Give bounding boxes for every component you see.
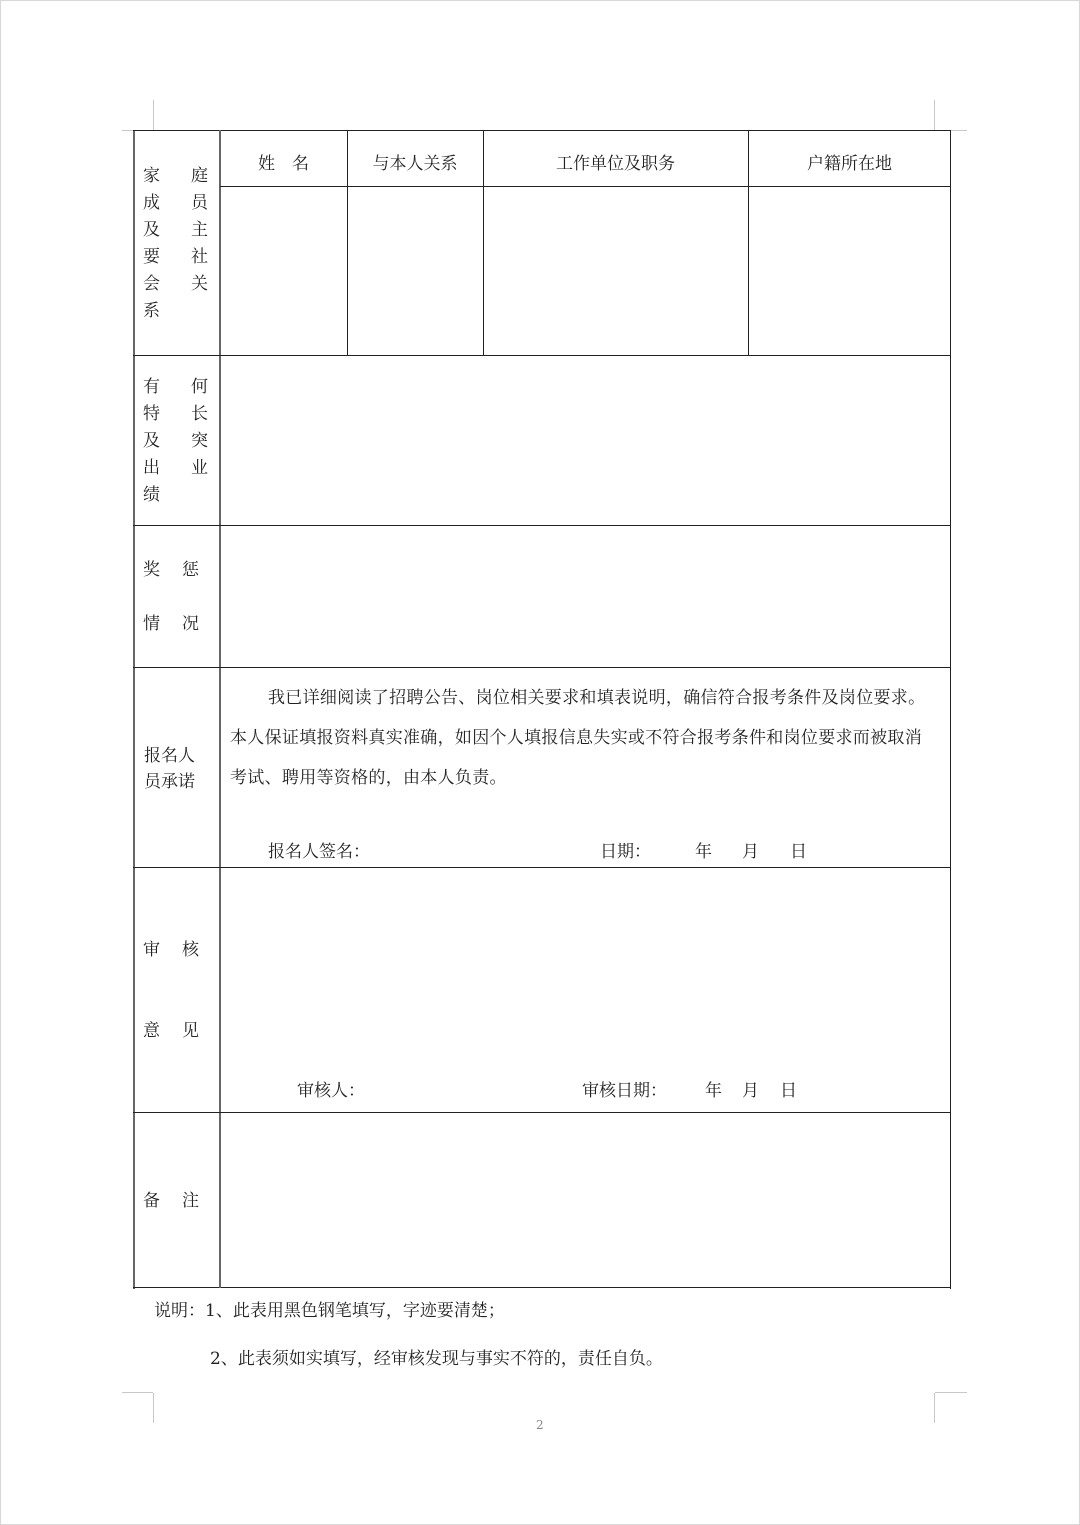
- crop-mark: [934, 100, 935, 130]
- pledge-text: 我已详细阅读了招聘公告、岗位相关要求和填表说明，确信符合报考条件及岗位要求。本人保证填报资料真实准确，如因个人填报信息失实或不符合报考条件和岗位要求而被取消考试、聘用等资格的，由本人负责。: [230, 688, 926, 788]
- crop-mark: [122, 1392, 153, 1393]
- row-divider: [220, 186, 951, 187]
- review-date-label: 审核日期：: [582, 1081, 667, 1101]
- review-month: 月: [742, 1081, 759, 1101]
- family-label: 家庭成员及主要社会关系: [143, 166, 239, 321]
- pledge-year: 年: [695, 842, 712, 862]
- crop-mark: [153, 1393, 154, 1423]
- signature-label: 报名人签名：: [268, 842, 370, 862]
- row-divider: [133, 525, 951, 526]
- pledge-label-line2: 员承诺: [144, 772, 195, 792]
- row-divider: [133, 667, 951, 668]
- crop-mark: [934, 1393, 935, 1423]
- table-border: [133, 1287, 951, 1288]
- remarks-label: 备注: [143, 1191, 221, 1211]
- row-divider: [133, 355, 951, 356]
- row-divider: [133, 867, 951, 868]
- header-relationship: 与本人关系: [372, 154, 458, 174]
- row-divider: [133, 1112, 951, 1113]
- table-border: [950, 130, 951, 1289]
- header-household-registration: 户籍所在地: [807, 154, 892, 174]
- pledge-label-line1: 报名人: [144, 746, 195, 766]
- review-day: 日: [780, 1081, 797, 1101]
- review-label: 审核意见: [143, 940, 221, 1041]
- specialty-label: 有何特长及突出业绩: [143, 377, 239, 505]
- page-number: 2: [536, 1418, 544, 1432]
- table-border: [133, 130, 135, 1289]
- pledge-day: 日: [790, 842, 807, 862]
- pledge-month: 月: [742, 842, 759, 862]
- crop-mark: [153, 100, 154, 130]
- reviewer-label: 审核人：: [297, 1081, 365, 1101]
- pledge-date-label: 日期：: [600, 842, 651, 862]
- note-line-2: 2、此表须如实填写，经审核发现与事实不符的，责任自负。: [210, 1349, 663, 1369]
- rewards-label: 奖惩情况: [143, 560, 221, 634]
- table-border: [133, 130, 951, 131]
- header-name: 姓 名: [258, 154, 309, 174]
- review-year: 年: [705, 1081, 722, 1101]
- header-employer-position: 工作单位及职务: [556, 154, 675, 174]
- note-line-1: 说明：1、此表用黑色钢笔填写，字迹要清楚；: [154, 1301, 505, 1321]
- crop-mark: [935, 1392, 967, 1393]
